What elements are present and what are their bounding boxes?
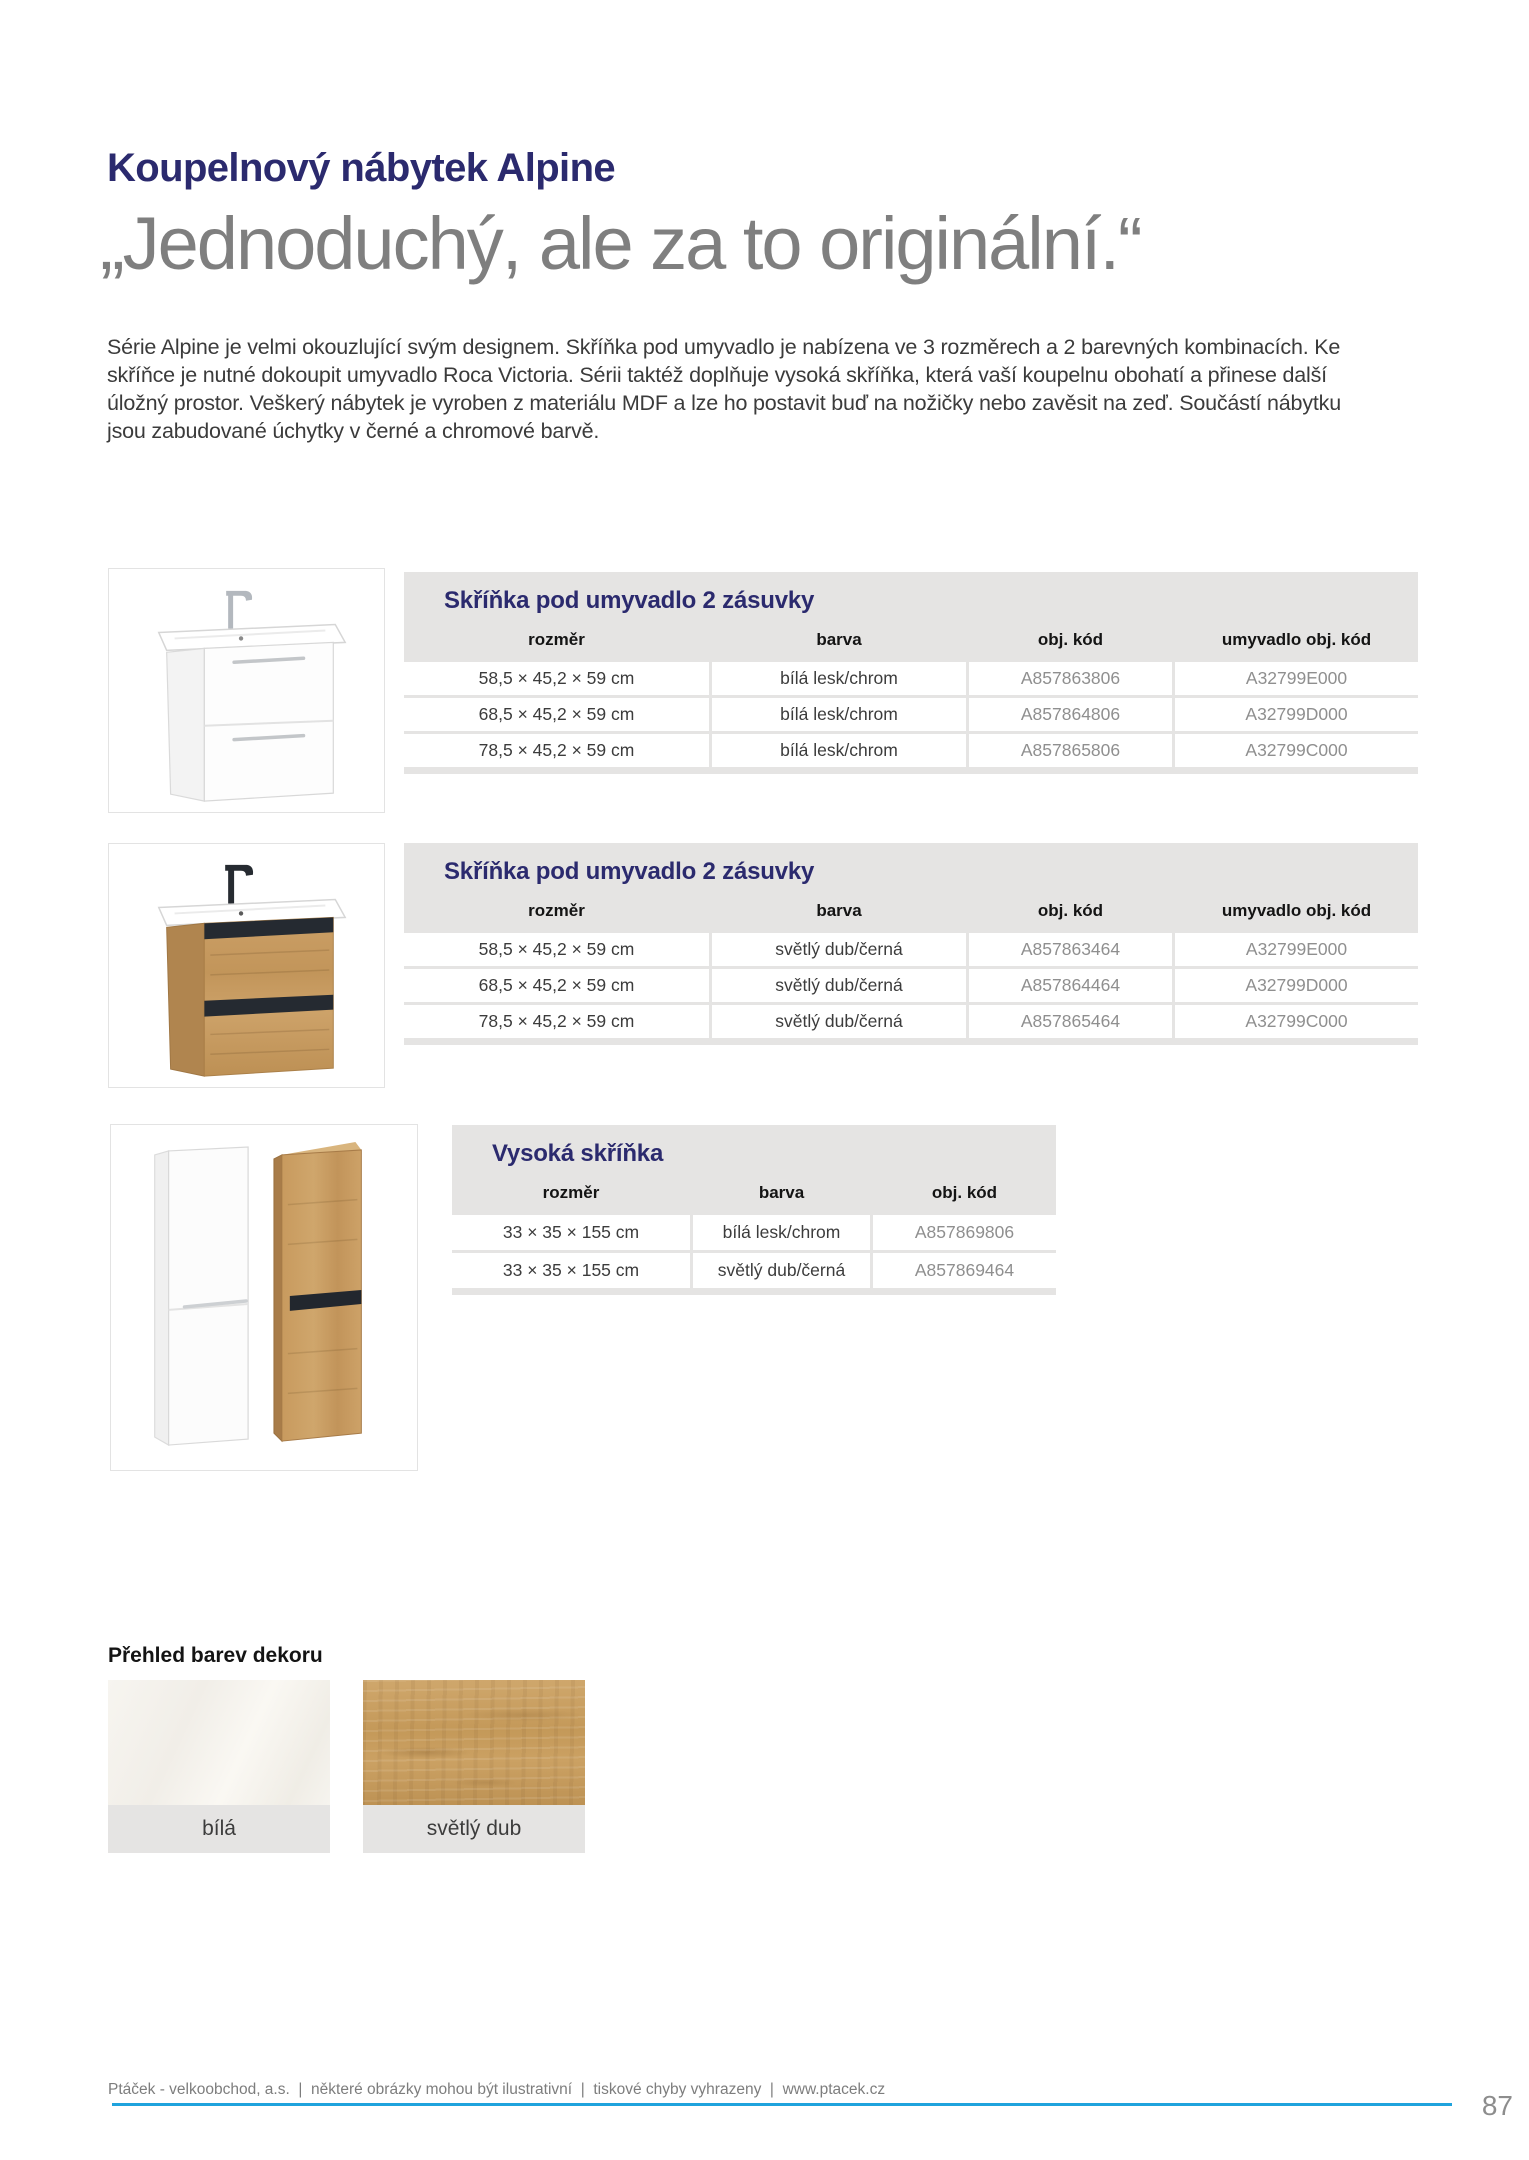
table-grid bbox=[404, 892, 1418, 1045]
product-photo-tall-cabinets bbox=[110, 1124, 418, 1471]
col-header-barva: barva bbox=[816, 630, 862, 649]
vanity-white-illustration bbox=[109, 569, 384, 812]
table-grid bbox=[404, 621, 1418, 774]
cell-obj-kod: A857864464 bbox=[969, 969, 1172, 1002]
series-title: Koupelnový nábytek Alpine bbox=[107, 146, 616, 190]
col-header-rozmer: rozměr bbox=[542, 1183, 600, 1202]
tagline-quote: „Jednoduchý, ale za to originální.“ bbox=[100, 202, 1141, 285]
cell-barva: bílá lesk/chrom bbox=[712, 662, 966, 695]
cell-obj-kod: A857863806 bbox=[969, 662, 1172, 695]
table-tall-cabinet bbox=[452, 1125, 1056, 1295]
table-title: Skříňka pod umyvadlo 2 zásuvky bbox=[444, 858, 815, 885]
col-header-obj-kod: obj. kód bbox=[1037, 630, 1104, 649]
swatch-white-sample bbox=[108, 1680, 330, 1805]
intro-line: Série Alpine je velmi okouzlující svým designem. Skříňka pod umyvadlo je nabízena ve 3 rozměrech a 2 barevných kombinacích. Ke bbox=[107, 335, 1341, 359]
intro-line: úložný prostor. Veškerý nábytek je vyroben z materiálu MDF a lze ho postavit buď na nožičky nebo zavěsit na zeď. Součástí nábytku bbox=[107, 391, 1341, 415]
cell-umyvadlo-obj-kod: A32799E000 bbox=[1175, 662, 1418, 695]
cell-obj-kod: A857863464 bbox=[969, 933, 1172, 966]
cell-rozmer: 58,5 × 45,2 × 59 cm bbox=[404, 933, 709, 966]
cell-barva: bílá lesk/chrom bbox=[712, 698, 966, 731]
cell-obj-kod: A857869464 bbox=[873, 1253, 1056, 1288]
cell-umyvadlo-obj-kod: A32799E000 bbox=[1175, 933, 1418, 966]
cell-obj-kod: A857865464 bbox=[969, 1005, 1172, 1038]
cell-rozmer: 68,5 × 45,2 × 59 cm bbox=[404, 698, 709, 731]
product-photo-vanity-white bbox=[108, 568, 385, 813]
cell-rozmer: 33 × 35 × 155 cm bbox=[452, 1215, 690, 1250]
cell-barva: světlý dub/černá bbox=[712, 933, 966, 966]
product-photo-vanity-oak bbox=[108, 843, 385, 1088]
intro-line: jsou zabudované úchytky v černé a chromové barvě. bbox=[107, 419, 600, 443]
intro-paragraph bbox=[107, 333, 1341, 445]
cell-umyvadlo-obj-kod: A32799D000 bbox=[1175, 698, 1418, 731]
swatch-oak-sample bbox=[363, 1680, 585, 1805]
decor-colors-heading: Přehled barev dekoru bbox=[108, 1644, 323, 1667]
cell-barva: světlý dub/černá bbox=[693, 1253, 870, 1288]
intro-line: skříňce je nutné dokoupit umyvadlo Roca Victoria. Sérii taktéž doplňuje vysoká skříňka, která vaší koupelnu obohatí a přinese další bbox=[107, 363, 1327, 387]
cell-barva: bílá lesk/chrom bbox=[712, 734, 966, 767]
swatch-white bbox=[108, 1680, 330, 1853]
cell-barva: světlý dub/černá bbox=[712, 969, 966, 1002]
cell-obj-kod: A857869806 bbox=[873, 1215, 1056, 1250]
footer-accent-rule bbox=[112, 2103, 1452, 2106]
swatch-light-oak bbox=[363, 1680, 585, 1853]
col-header-barva: barva bbox=[758, 1183, 805, 1202]
cell-rozmer: 33 × 35 × 155 cm bbox=[452, 1253, 690, 1288]
cell-rozmer: 78,5 × 45,2 × 59 cm bbox=[404, 1005, 709, 1038]
col-header-rozmer: rozměr bbox=[528, 901, 585, 920]
swatch-label: bílá bbox=[108, 1805, 330, 1853]
cell-rozmer: 68,5 × 45,2 × 59 cm bbox=[404, 969, 709, 1002]
table-title: Skříňka pod umyvadlo 2 zásuvky bbox=[444, 587, 815, 614]
tall-cabinets-illustration bbox=[111, 1125, 417, 1470]
col-header-barva: barva bbox=[816, 901, 862, 920]
col-header-umyvadlo-obj-kod: umyvadlo obj. kód bbox=[1221, 630, 1372, 649]
footer-disclaimer: Ptáček - velkoobchod, a.s. | některé obrázky mohou být ilustrativní | tiskové chyby vyhrazeny | www.ptacek.cz bbox=[108, 2081, 886, 2098]
table-vanity-white bbox=[404, 572, 1418, 774]
swatch-label: světlý dub bbox=[363, 1805, 585, 1853]
vanity-oak-illustration bbox=[109, 844, 384, 1087]
col-header-umyvadlo-obj-kod: umyvadlo obj. kód bbox=[1221, 901, 1372, 920]
cell-rozmer: 78,5 × 45,2 × 59 cm bbox=[404, 734, 709, 767]
cell-barva: bílá lesk/chrom bbox=[693, 1215, 870, 1250]
table-grid bbox=[452, 1174, 1056, 1295]
cell-obj-kod: A857864806 bbox=[969, 698, 1172, 731]
page-number: 87 bbox=[1481, 2090, 1513, 2121]
cell-umyvadlo-obj-kod: A32799C000 bbox=[1175, 1005, 1418, 1038]
cell-umyvadlo-obj-kod: A32799C000 bbox=[1175, 734, 1418, 767]
col-header-obj-kod: obj. kód bbox=[1037, 901, 1104, 920]
cell-obj-kod: A857865806 bbox=[969, 734, 1172, 767]
table-vanity-oak bbox=[404, 843, 1418, 1045]
col-header-rozmer: rozměr bbox=[528, 630, 585, 649]
col-header-obj-kod: obj. kód bbox=[931, 1183, 998, 1202]
table-title: Vysoká skříňka bbox=[492, 1140, 664, 1167]
cell-barva: světlý dub/černá bbox=[712, 1005, 966, 1038]
cell-rozmer: 58,5 × 45,2 × 59 cm bbox=[404, 662, 709, 695]
cell-umyvadlo-obj-kod: A32799D000 bbox=[1175, 969, 1418, 1002]
